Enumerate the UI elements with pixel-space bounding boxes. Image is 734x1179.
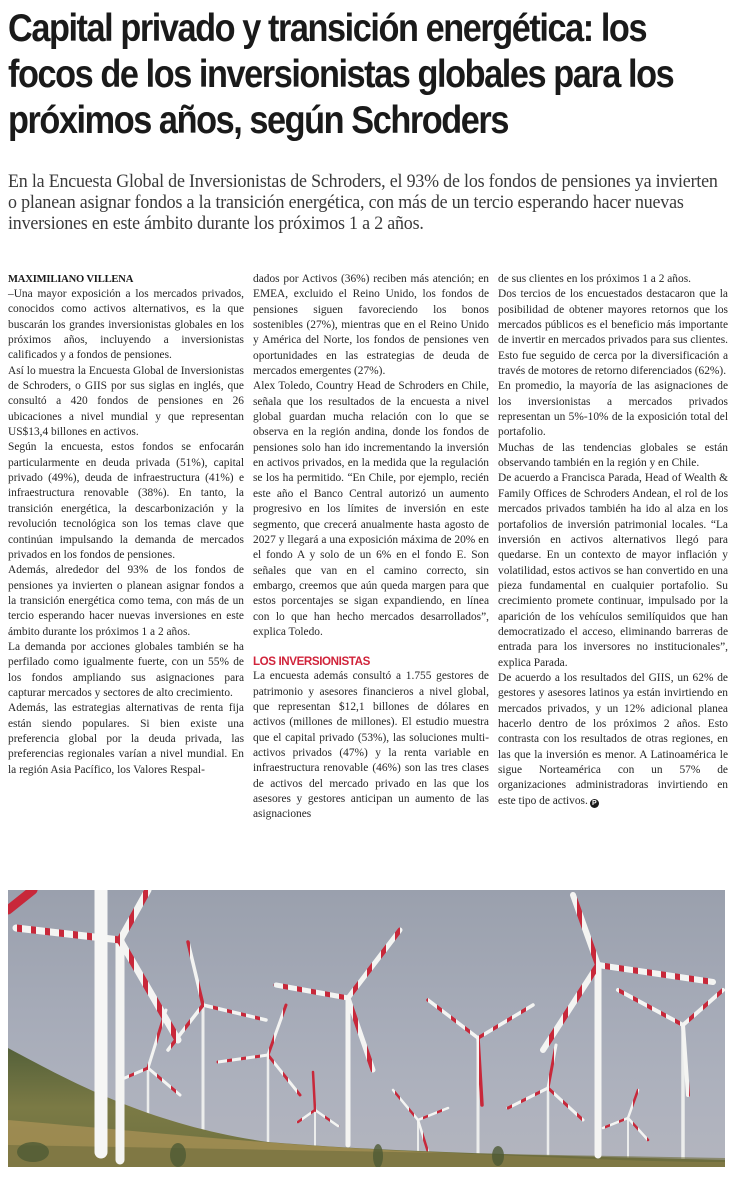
wind-turbines-illustration	[8, 890, 725, 1167]
section-subhead: LOS INVERSIONISTAS	[253, 655, 370, 669]
column-1	[8, 272, 244, 778]
end-of-article-icon: P	[590, 799, 599, 808]
paragraph: Además, alrededor del 93% de los fondos de pensiones ya invierten o planean asignar fondos a la transición energética como tema, con más de un tercio esperando hacer nuevas inversiones en este ámbito durante los próximos 1 a 2 años.	[8, 564, 244, 638]
paragraph: En promedio, la mayoría de las asignaciones de los inversionistas a mercados privados representan un 5%-10% de la exposición total del portafolio.	[498, 380, 728, 439]
paragraph: Muchas de las tendencias globales se están observando también en la región y en Chile.	[498, 441, 728, 470]
paragraph: de sus clientes en los próximos 1 a 2 años.	[498, 273, 691, 285]
headline: Capital privado y transición energética: los focos de los inversionistas globales para los próximos años, según Schroders	[8, 7, 674, 142]
paragraph: –Una mayor exposición a los mercados privados, conocidos como activos alternativos, es la que buscarán los grandes inversionistas globales en los próximos años, incluyendo a inversionistas calificados y a fondos de pensiones.	[8, 288, 244, 362]
paragraph: Alex Toledo, Country Head de Schroders en Chile, señala que los resultados de la encuesta a nivel global guardan mucha relación con lo que se observa en la región andina, donde los fondos de pensiones solo han ido incrementando la inversión en activos privados, en la medida que la regulación se los ha permitido. “En Chile, por ejemplo, recién este año el Banco Central autorizó un aumento progresivo en los límites de inversión en este segmento, que crecerá anualmente hasta agosto de 2027 y llegará a una exposición máxima de 20% en el fondo A y solo de un 6% en el fondo E. Son señales que van en el camino correcto, sin embargo, creemos que aún queda margen para que estos porcentajes se sigan expandiendo, en línea con lo que han hecho mercados desarrollados”, explica Toledo.	[253, 380, 489, 638]
paragraph: Así lo muestra la Encuesta Global de Inversionistas de Schroders, o GIIS por sus siglas en inglés, que consultó a 420 fondos de pensiones en 26 ubicaciones a nivel mundial y que representan US$13,4 billones en activos.	[8, 364, 244, 439]
wind-farm-photo	[8, 890, 725, 1167]
column-3	[498, 272, 728, 809]
paragraph: Además, las estrategias alternativas de renta fija están siendo populares. Si bien existe una preferencia global por la deuda privada, las preferencias regionales varían a nivel mundial. En la región Asia Pacífico, los Valores Respal-	[8, 702, 244, 776]
paragraph: De acuerdo a Francisca Parada, Head of Wealth & Family Offices de Schroders Andean, el rol de los mercados privados también ha ido al alza en los portafolios de inversión patrimonial locales. “La inversión en activos alternativos llegó para quedarse. En un contexto de mayor inflación y volatilidad, estos activos se han convertido en una pieza fundamental en cualquier portafolio. Su crecimiento promete continuar, impulsado por la aparición de los vehículos semilíquidos que han democratizado el acceso, eliminando barreras de entrada para los inversores no institucionales”, explica Parada.	[498, 472, 728, 669]
paragraph: Según la encuesta, estos fondos se enfocarán particularmente en deuda privada (51%), capital privado (49%), deuda de infraestructura (41%) e infraestructura renovable (38%). En tanto, la transición energética, la descarbonización y la revolución tecnológica son los temas clave que continúan impulsando la demanda de mercados privados en los fondos de pensiones.	[8, 441, 244, 561]
article-body	[8, 272, 728, 878]
paragraph: La encuesta además consultó a 1.755 gestores de patrimonio y asesores financieros a nivel global, que representan $12,1 billones de dólares en activos (millones de millones). El estudio muestra que el capital privado (53%), las soluciones multi-activos privados (47%) y la renta variable en infraestructura renovable (46%) son las tres clases de activos del mercado privado en las que los asesores y gestores anticipan un aumento de las asignaciones	[253, 670, 489, 821]
column-2	[253, 272, 489, 823]
byline: MAXIMILIANO VILLENA	[8, 274, 134, 285]
paragraph: La demanda por acciones globales también se ha perfilado como igualmente fuerte, con un 55% de los fondos ampliando sus asignaciones para capturar mercados y sectores de alto crecimiento.	[8, 640, 244, 699]
paragraph-text: De acuerdo a los resultados del GIIS, un 62% de gestores y asesores latinos ya están invirtiendo en mercados privados, y un 12% adicional planea hacerlo dentro de los próximos 2 años. Esto contrasta con los resultados de otras regiones, en las que la inversión es menor. A Latinoamérica le sigue Norteamérica con un 57% de organizaciones administradoras invirtiendo en este tipo de activos.	[498, 671, 728, 807]
paragraph: dados por Activos (36%) reciben más atención; en EMEA, excluido el Reino Unido, los fondos de pensiones siguen favoreciendo los bonos sostenibles (27%), mientras que en el Reino Unido y América del Norte, los fondos de pensiones ven oportunidades en las estrategias de deuda de mercados emergentes (27%).	[253, 273, 489, 378]
paragraph: Dos tercios de los encuestados destacaron que la posibilidad de obtener mayores retornos que los mercados públicos es el beneficio más importante de invertir en mercados privados para sus clientes. Esto fue seguido de cerca por la diversificación a través de motores de retorno diferenciados (62%).	[498, 288, 728, 378]
paragraph-last	[498, 671, 728, 809]
deck-summary: En la Encuesta Global de Inversionistas de Schroders, el 93% de los fondos de pensiones ya invierten o planean asignar fondos a la transición energética, con más de un tercio esperando hacer nuevas inversiones en este ámbito durante los próximos 1 a 2 años.	[8, 171, 718, 234]
